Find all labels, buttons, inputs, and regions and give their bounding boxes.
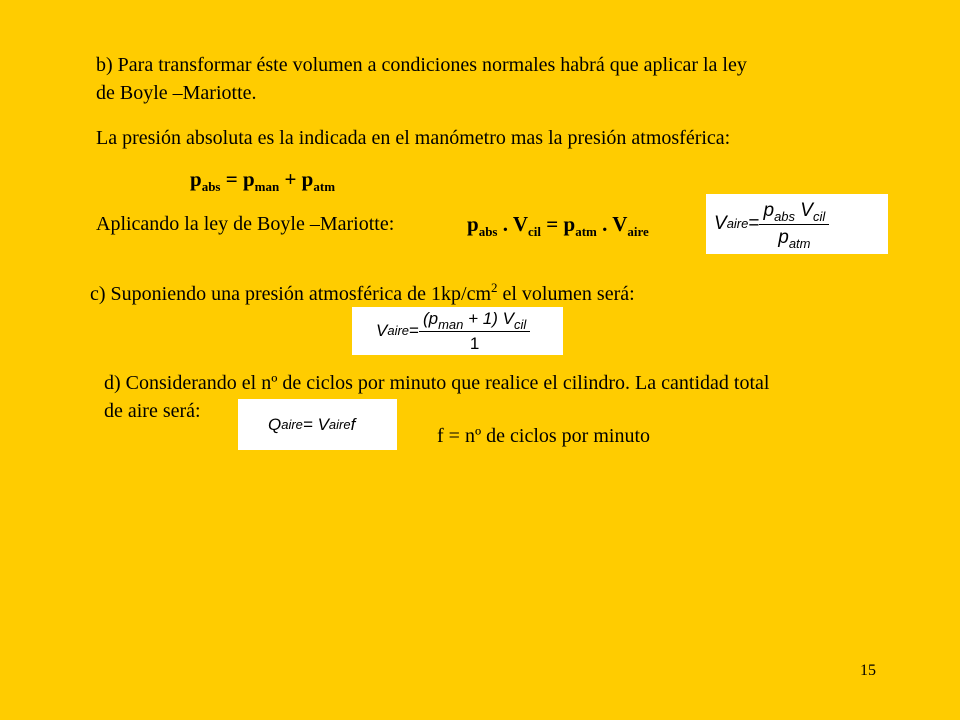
paragraph-d-line1: d) Considerando el nº de ciclos por minuto que realice el cilindro. La cantidad total (104, 372, 770, 394)
paragraph-pressure: La presión absoluta es la indicada en el manómetro mas la presión atmosférica: (96, 127, 731, 149)
f-definition: f = nº de ciclos por minuto (437, 425, 650, 447)
formula-vaire-image: V aire = $\frac{p_{abs} V_{cil}}{p_{atm}}$ (706, 194, 888, 254)
paragraph-c: c) Suponiendo una presión atmosférica de $1kp/cm^2$ el volumen será: (90, 280, 635, 305)
page-number: 15 (860, 662, 876, 679)
paragraph-d-line2: de aire será: (104, 400, 201, 422)
paragraph-apply: Aplicando la ley de Boyle –Mariotte: (96, 213, 395, 235)
equation-pabs: $p_{abs} = p_{man} + p_{atm}$ (190, 167, 336, 194)
paragraph-b-line1: b) Para transformar éste volumen a condiciones normales habrá que aplicar la ley (96, 54, 747, 76)
formula-c-image: V aire = $\frac{(p_{man} + 1) V_{cil}}{1}$ (352, 307, 563, 355)
paragraph-b-line2: de Boyle –Mariotte. (96, 82, 257, 104)
formula-q-image: Q aire = V aire f (238, 399, 397, 450)
equation-boyle: $p_{abs}$ . $V_{cil} = p_{atm}$ . $V_{aire}$ (467, 212, 649, 239)
